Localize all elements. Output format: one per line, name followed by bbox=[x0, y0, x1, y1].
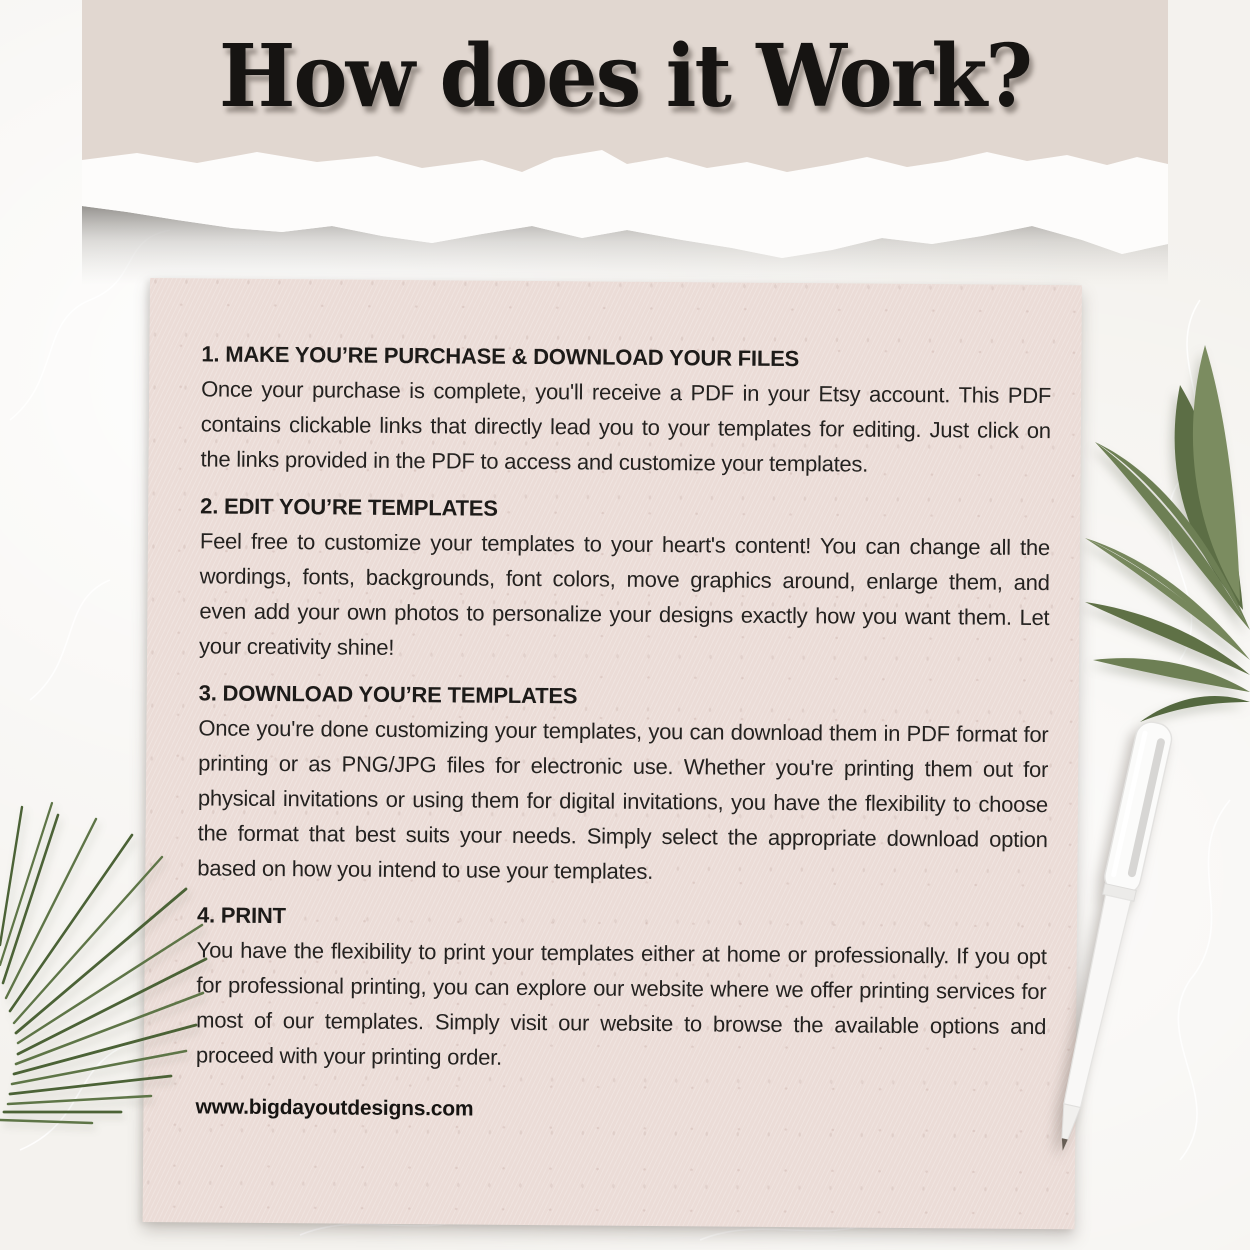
instructions-card bbox=[143, 278, 1082, 1229]
page-title: How does it Work? bbox=[219, 26, 1031, 127]
step-3-body: Once you're done customizing your templates, you can download them in PDF format for printing or as PNG/JPG files for electronic use. Whether you're printing them out for physical invitations or using them for digital invitations, you have the flexibility to choose the format that best suits your needs. Simply select the appropriate download option based on how you intend to use your templates. bbox=[197, 715, 1049, 884]
step-3-heading: 3. DOWNLOAD YOU’RE TEMPLATES bbox=[198, 680, 578, 709]
step-1-body: Once your purchase is complete, you'll receive a PDF in your Etsy account. This PDF contains clickable links that directly lead you to your templates for editing. Just click on the links provided in the PDF to access and customize your templates. bbox=[200, 376, 1052, 477]
step-1 bbox=[200, 336, 1051, 483]
step-1-heading: 1. MAKE YOU’RE PURCHASE & DOWNLOAD YOUR FILES bbox=[201, 341, 800, 372]
website-url: www.bigdayoutdesigns.com bbox=[195, 1095, 474, 1121]
step-2-body: Feel free to customize your templates to your heart's content! You can change all the wordings, fonts, backgrounds, font colors, move graphics around, enlarge them, and even add your own photos to personalize your designs exactly how you want them. Let your creativity shine! bbox=[199, 528, 1051, 660]
step-2 bbox=[199, 488, 1050, 670]
palm-frond-icon bbox=[0, 793, 210, 1128]
white-pen-icon bbox=[1015, 695, 1250, 1155]
green-leaves-icon bbox=[1085, 330, 1250, 730]
step-3 bbox=[197, 675, 1049, 892]
step-4 bbox=[196, 897, 1047, 1079]
step-4-heading: 4. PRINT bbox=[196, 902, 286, 929]
step-4-body: You have the flexibility to print your templates either at home or professionally. If you opt for professional printing, you can explore our website where we offer printing services for most of our templates. Simply visit our website to browse the available options and proceed with your printing order. bbox=[195, 937, 1047, 1070]
step-2-heading: 2. EDIT YOU’RE TEMPLATES bbox=[200, 493, 498, 521]
